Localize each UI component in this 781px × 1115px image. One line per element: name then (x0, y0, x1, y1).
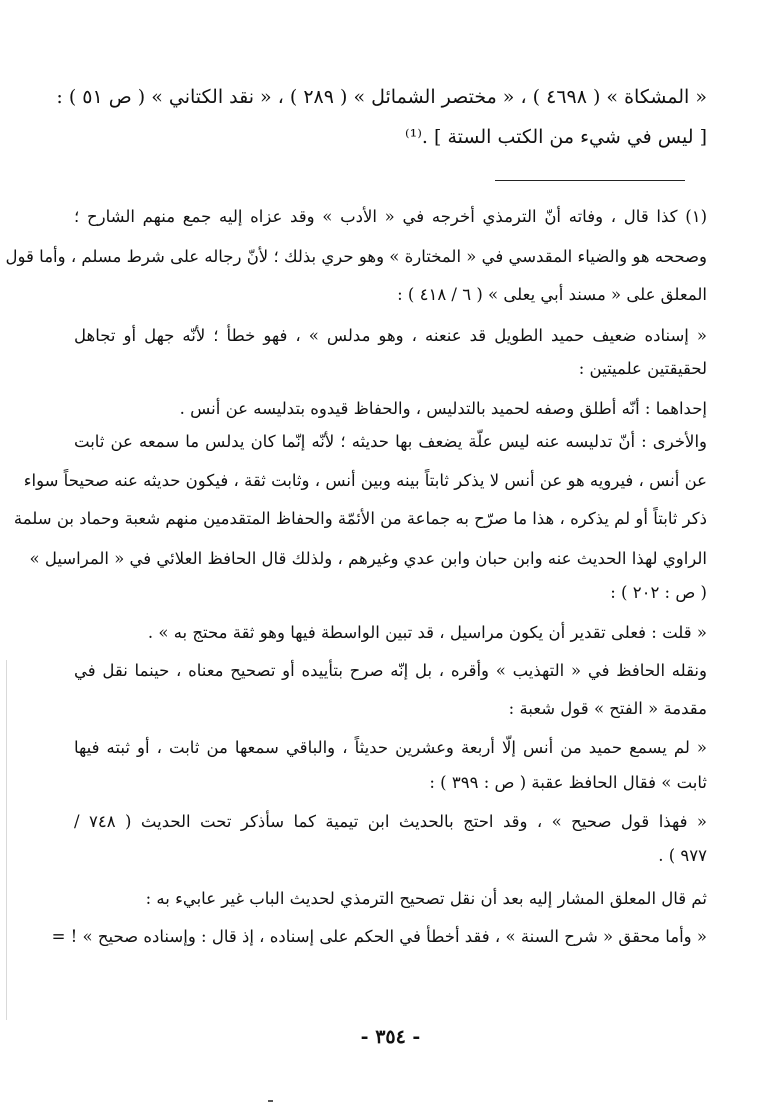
footnote-line: ( ص : ٢٠٢ ) : (610, 583, 707, 602)
footnote-line: « قلت : فعلى تقدير أن يكون مراسيل ، قد تبين الواسطة فيها وهو ثقة محتج به » . (147, 623, 707, 642)
footnote-line: وصححه هو والضياء المقدسي في « المختارة » وهو حري بذلك ؛ لأنّ رجاله على شرط مسلم ، وأما قول (5, 247, 707, 266)
footnote-line: عن أنس ، فيرويه هو عن أنس لا يذكر ثابتاً بينه وبين أنس ، وثابت ثقة ، فيكون حديثه عنه صحيحاً سواء (23, 471, 707, 490)
main-text-line-1: « المشكاة » ( ٤٦٩٨ ) ، « مختصر الشمائل » ( ٢٨٩ ) ، « نقد الكتاني » ( ص ٥١ ) : (56, 86, 707, 108)
footnote-separator (495, 180, 685, 181)
footnote-line: المعلق على « مسند أبي يعلى » ( ٦ / ٤١٨ ) : (397, 285, 707, 304)
footnote-line: إحداهما : أنّه أطلق وصفه لحميد بالتدليس ، والحفاظ قيدوه بتدليسه عن أنس . (179, 399, 707, 418)
footnote-line: الراوي لهذا الحديث عنه وابن حبان وابن عدي وغيرهم ، ولذلك قال الحافظ العلائي في « المراسيل » (29, 549, 707, 568)
footnote-line: والأخرى : أنّ تدليسه عنه ليس علّة يضعف بها حديثه ؛ لأنّه إنّما كان يدلس ما سمعه عن ثابت (74, 432, 707, 451)
footnote-line: « فهذا قول صحيح » ، وقد احتج بالحديث ابن تيمية كما سأذكر تحت الحديث ( ٧٤٨ / (74, 812, 707, 831)
footnote-line: ٩٧٧ ) . (658, 846, 707, 865)
footnote-line: ثم قال المعلق المشار إليه بعد أن نقل تصحيح الترمذي لحديث الباب غير عابيء به : (145, 889, 707, 908)
scan-speck (268, 1100, 273, 1102)
footnote-line: (١) كذا قال ، وفاته أنّ الترمذي أخرجه في « الأدب » وقد عزاه إليه جمع منهم الشارح ؛ (74, 207, 707, 226)
footnote-line: « لم يسمع حميد من أنس إلّا أربعة وعشرين حديثاً ، والباقي سمعها من ثابت ، أو ثبته فيها (74, 738, 707, 757)
footnote-line: ذكر ثابتاً أو لم يذكره ، هذا ما صرّح به جماعة من الأئمّة والحفاظ المتقدمين منهم شعبة وحماد بن سلمة (13, 509, 707, 528)
footnote-line: لحقيقتين علميتين : (578, 359, 707, 378)
footnote-line: مقدمة « الفتح » قول شعبة : (508, 699, 707, 718)
scan-edge-shadow (6, 660, 7, 1020)
footnote-line: « وأما محقق « شرح السنة » ، فقد أخطأ في الحكم على إسناده ، إذ قال : وإسناده صحيح » ! = (51, 927, 707, 946)
footnote-line: « إسناده ضعيف حميد الطويل قد عنعنه ، وهو مدلس » ، فهو خطأ ؛ لأنّه جهل أو تجاهل (74, 326, 707, 345)
footnote-line: ونقله الحافظ في « التهذيب » وأقره ، بل إنّه صرح بتأييده أو تصحيح معناه ، حينما نقل في (74, 661, 707, 680)
page-number: - ٣٥٤ - (360, 1026, 421, 1048)
footnote-line: ثابت » فقال الحافظ عقبة ( ص : ٣٩٩ ) : (429, 773, 707, 792)
main-text-line-2: [ ليس في شيء من الكتب الستة ] .⁽¹⁾ (404, 126, 707, 148)
